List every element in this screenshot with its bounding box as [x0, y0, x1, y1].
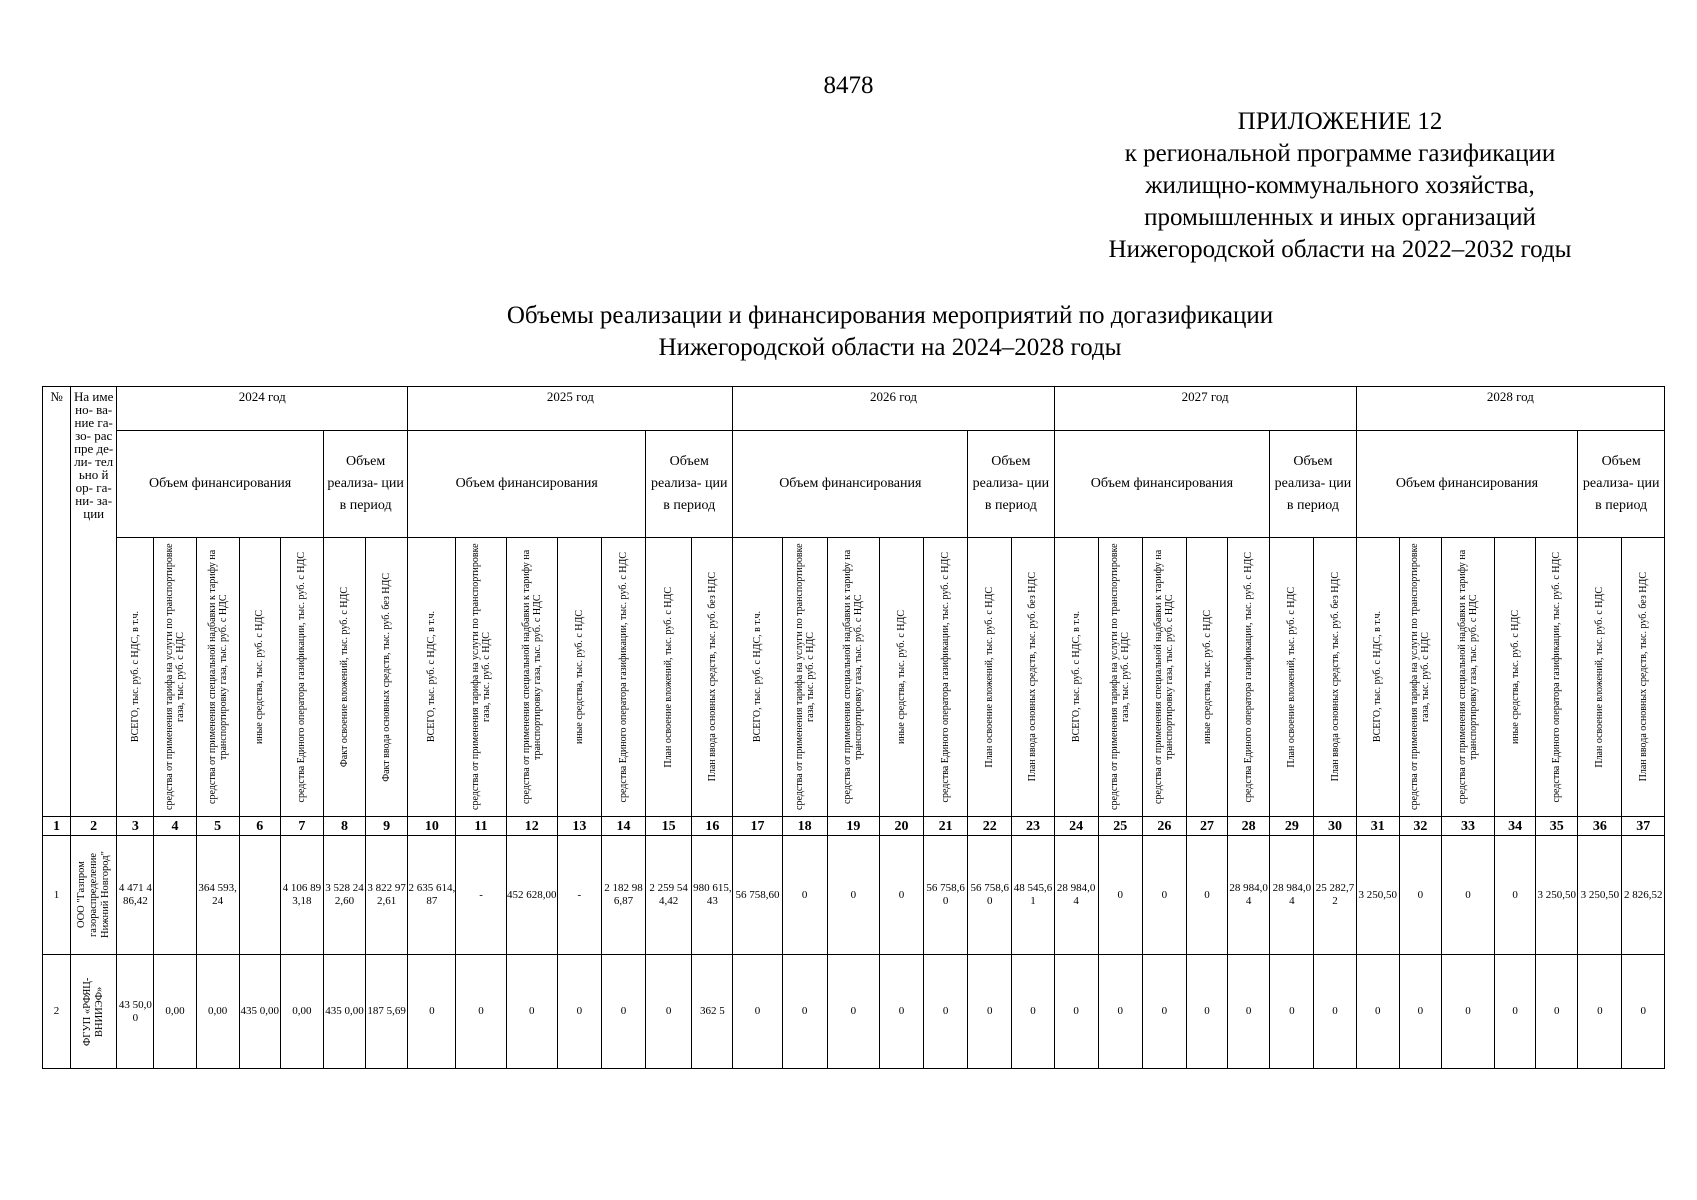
org-name: ФГУП «РФЯЦ-ВНИИЭФ»	[81, 977, 105, 1046]
column-header	[1578, 538, 1622, 817]
table-cell	[601, 955, 645, 1069]
table-cell	[827, 836, 879, 955]
column-header-label: иные средства, тыс. руб. с НДС	[895, 609, 907, 745]
table-cell	[1054, 955, 1098, 1069]
cell-value: 25 282,72	[1315, 882, 1355, 907]
table-cell	[601, 836, 645, 955]
column-number: 7	[280, 817, 323, 836]
table-cell	[1054, 836, 1098, 955]
page-number: 8478	[823, 72, 874, 99]
column-number: 36	[1578, 817, 1622, 836]
cell-value: 0	[1465, 888, 1471, 901]
column-number: 31	[1356, 817, 1399, 836]
cell-value: 0	[850, 1005, 857, 1017]
column-number: 12	[506, 817, 557, 836]
financing-group-header: Объем финансирования	[408, 431, 646, 538]
column-header	[1495, 538, 1536, 817]
cell-value: 56 758,60	[970, 882, 1009, 907]
table-cell	[154, 955, 196, 1069]
column-header-label: План ввода основных средств, тыс. руб. без НДС	[1329, 572, 1341, 782]
column-header	[782, 538, 827, 817]
document-title-line: Нижегородской области на 2024–2028 годы	[658, 334, 1122, 361]
year-header: 2024 год	[117, 387, 408, 431]
column-header-label: средства от применения тарифа на услуги по транспортировке газа, тыс. руб. с НДС	[1409, 543, 1432, 811]
table-cell	[782, 955, 827, 1069]
cell-value: 362 5	[699, 1005, 725, 1017]
column-header	[1012, 538, 1054, 817]
cell-value: 0	[987, 1005, 993, 1017]
cell-value: 980 615,43	[693, 882, 732, 907]
row-number: 1	[43, 836, 71, 955]
column-header-label: средства Единого оператора газификации, тыс. руб. с НДС	[296, 551, 308, 803]
cell-value: 0	[942, 1005, 949, 1017]
appendix-block	[1040, 106, 1640, 266]
table-cell	[646, 955, 692, 1069]
cell-value: 0	[1161, 1005, 1168, 1017]
org-name: ООО "Газпром газораспределение Нижний Новгород"	[75, 851, 111, 939]
table-cell	[239, 955, 280, 1069]
table-cell	[827, 955, 879, 1069]
column-header-label: ВСЕГО, тыс. руб. с НДС, в т.ч.	[752, 611, 764, 743]
column-header	[1622, 538, 1665, 817]
column-header-label: План освоение вложений, тыс. руб. с НДС	[984, 586, 996, 768]
column-header-label: средства от применения специальной надбавки к тарифу на транспортировку газа, тыс. руб. с НДС	[1153, 549, 1176, 805]
column-header-label: средства от применения тарифа на услуги по транспортировке газа, тыс. руб. с НДС	[1109, 543, 1132, 811]
cell-value: 3 250,50	[1580, 888, 1620, 901]
appendix-title: ПРИЛОЖЕНИЕ 12	[1237, 108, 1443, 135]
financing-group-header: Объем финансирования	[117, 431, 324, 538]
table-cell	[280, 836, 323, 955]
financing-group-header: Объем финансирования	[733, 431, 968, 538]
cell-value: 0	[1597, 1005, 1603, 1017]
table-cell	[733, 836, 782, 955]
table-cell	[1356, 955, 1399, 1069]
column-header-label: ВСЕГО, тыс. руб. с НДС, в т.ч.	[1372, 611, 1384, 743]
cell-value: 364 593,24	[198, 882, 237, 907]
column-number: 27	[1186, 817, 1227, 836]
table-cell	[879, 836, 923, 955]
column-header-label: ВСЕГО, тыс. руб. с НДС, в т.ч.	[129, 611, 141, 743]
document-title-line: Объемы реализации и финансирования мероприятий по догазификации	[506, 302, 1274, 329]
column-header-label: ВСЕГО, тыс. руб. с НДС, в т.ч.	[1070, 611, 1082, 743]
cell-value: 0	[1374, 1005, 1381, 1017]
column-header	[280, 538, 323, 817]
column-header	[1399, 538, 1441, 817]
table-cell	[1536, 836, 1578, 955]
column-header	[366, 538, 408, 817]
realization-group-header: Объем реализа- ции в период	[968, 431, 1054, 538]
cell-value: 0	[1117, 1005, 1124, 1017]
table-cell	[1314, 955, 1356, 1069]
column-number: 6	[239, 817, 280, 836]
column-number: 19	[827, 817, 879, 836]
column-header	[408, 538, 456, 817]
table-cell	[239, 836, 280, 955]
cell-value: 0	[1512, 888, 1518, 901]
table-cell	[1441, 955, 1494, 1069]
table-cell	[1270, 836, 1314, 955]
cell-value: 0	[620, 1005, 627, 1017]
table-cell	[1441, 836, 1494, 955]
column-header-label: средства от применения тарифа на услуги по транспортировке газа, тыс. руб. с НДС	[470, 543, 493, 811]
realization-group-header: Объем реализа- ции в период	[1578, 431, 1665, 538]
year-header: 2027 год	[1054, 387, 1356, 431]
table-cell	[1186, 836, 1227, 955]
column-number: 35	[1536, 817, 1578, 836]
table-cell	[1622, 955, 1665, 1069]
cell-value: 0	[1417, 888, 1424, 901]
cell-value: 0	[478, 1005, 484, 1017]
column-header-label: средства Единого оператора газификации, тыс. руб. с НДС	[940, 551, 952, 803]
column-header	[117, 538, 154, 817]
cell-value: 3 250,50	[1537, 888, 1577, 901]
table-cell	[280, 955, 323, 1069]
realization-group-header: Объем реализа- ции в период	[646, 431, 733, 538]
cell-value: 4 471 486,42	[118, 882, 152, 907]
cell-value: 0	[528, 1005, 535, 1017]
column-number: 11	[456, 817, 506, 836]
cell-value: 2 259 544,42	[649, 882, 688, 907]
appendix-line: к региональной программе газификации	[1124, 140, 1556, 167]
cell-value: 0	[1161, 888, 1168, 901]
cell-value: 0	[898, 1005, 905, 1017]
year-header: 2025 год	[408, 387, 733, 431]
column-header	[1356, 538, 1399, 817]
column-header	[968, 538, 1012, 817]
table-cell	[692, 955, 733, 1069]
column-header-label: средства от применения специальной надбавки к тарифу на транспортировку газа, тыс. руб. с НДС	[520, 549, 543, 805]
table-cell	[506, 955, 557, 1069]
column-number: 29	[1270, 817, 1314, 836]
column-header-label: План ввода основных средств, тыс. руб. без НДС	[706, 572, 718, 782]
column-number: 10	[408, 817, 456, 836]
table-cell	[968, 955, 1012, 1069]
column-header	[154, 538, 196, 817]
column-header-label: средства Единого оператора газификации, тыс. руб. с НДС	[1243, 551, 1255, 803]
column-header-label: средства от применения специальной надбавки к тарифу на транспортировку газа, тыс. руб. с НДС	[1456, 549, 1479, 805]
column-number: 1	[43, 817, 71, 836]
table-cell	[1622, 836, 1665, 955]
table-cell	[323, 955, 365, 1069]
column-number: 20	[879, 817, 923, 836]
cell-value: 3 250,50	[1358, 888, 1397, 901]
cell-value: 0,00	[207, 1005, 228, 1017]
cell-value: 0	[1512, 1005, 1518, 1017]
appendix-line: жилищно-коммунального хозяйства,	[1145, 172, 1535, 199]
cell-value: 28 984,04	[1056, 882, 1096, 907]
cell-value: 28 984,04	[1272, 882, 1312, 907]
cell-value: 0	[665, 1005, 672, 1017]
cell-value: 435 0,00	[325, 1005, 364, 1017]
column-header-label: иные средства, тыс. руб. с НДС	[254, 609, 266, 745]
table-cell	[879, 955, 923, 1069]
table-cell	[924, 836, 968, 955]
column-header-label: иные средства, тыс. руб. с НДС	[1201, 609, 1213, 745]
column-number: 28	[1228, 817, 1270, 836]
column-number: 25	[1098, 817, 1142, 836]
column-header-label: иные средства, тыс. руб. с НДС	[1509, 609, 1521, 745]
column-header	[196, 538, 239, 817]
column-header-label: ВСЕГО, тыс. руб. с НДС, в т.ч.	[426, 611, 438, 743]
table-cell	[1012, 836, 1054, 955]
cell-value: 452 628,00	[506, 888, 557, 901]
column-header-label: средства Единого оператора газификации, тыс. руб. с НДС	[617, 551, 629, 803]
column-header	[506, 538, 557, 817]
cell-value: 0	[1245, 1005, 1252, 1017]
year-header: 2028 год	[1356, 387, 1664, 431]
column-number: 30	[1314, 817, 1356, 836]
table-cell	[1495, 955, 1536, 1069]
column-number: 14	[601, 817, 645, 836]
table-cell	[924, 955, 968, 1069]
table-cell	[1314, 836, 1356, 955]
column-header	[733, 538, 782, 817]
realization-group-header: Объем реализа- ции в период	[1270, 431, 1356, 538]
table-cell	[1186, 955, 1227, 1069]
financing-table	[42, 386, 1665, 1069]
column-number: 15	[646, 817, 692, 836]
column-header-label: средства Единого оператора газификации, тыс. руб. с НДС	[1551, 551, 1563, 803]
cell-value: 187 5,69	[367, 1005, 406, 1017]
column-header-label: План освоение вложений, тыс. руб. с НДС	[1286, 586, 1298, 768]
column-number: 4	[154, 817, 196, 836]
cell-value: 0	[1465, 1005, 1471, 1017]
column-number: 24	[1054, 817, 1098, 836]
column-header	[1270, 538, 1314, 817]
cell-value: 2 826,52	[1623, 888, 1663, 901]
column-number: 5	[196, 817, 239, 836]
column-header	[1186, 538, 1227, 817]
cell-value: -	[479, 888, 483, 901]
table-cell	[323, 836, 365, 955]
column-number: 37	[1622, 817, 1665, 836]
column-header-label: средства от применения специальной надбавки к тарифу на транспортировку газа, тыс. руб. с НДС	[842, 549, 865, 805]
table-cell	[196, 836, 239, 955]
table-cell	[1578, 955, 1622, 1069]
table-cell	[408, 836, 456, 955]
table-cell	[1228, 836, 1270, 955]
financing-group-header: Объем финансирования	[1054, 431, 1270, 538]
table-cell	[1578, 836, 1622, 955]
cell-value: 0	[1204, 1005, 1210, 1017]
cell-value: 435 0,00	[240, 1005, 279, 1017]
cell-value: 0,00	[165, 1005, 185, 1017]
column-number: 34	[1495, 817, 1536, 836]
cell-value: 43 50,00	[118, 998, 152, 1024]
column-number: 8	[323, 817, 365, 836]
cell-value: 0	[754, 1005, 761, 1017]
table-cell	[117, 836, 154, 955]
column-number: 2	[71, 817, 117, 836]
financing-group-header: Объем финансирования	[1356, 431, 1578, 538]
org-name-cell	[71, 955, 117, 1069]
table-cell	[1142, 836, 1186, 955]
table-cell	[1495, 836, 1536, 955]
column-header-label: средства от применения специальной надбавки к тарифу на транспортировку газа, тыс. руб. с НДС	[206, 549, 229, 805]
table-cell	[1012, 955, 1054, 1069]
column-header	[1441, 538, 1494, 817]
cell-value: 0	[801, 888, 808, 901]
table-cell	[1536, 955, 1578, 1069]
table-cell	[1098, 955, 1142, 1069]
cell-value: 2 182 986,87	[604, 882, 643, 907]
cell-value: -	[577, 888, 582, 901]
column-header-label: Факт ввода основных средств, тыс. руб. без НДС	[381, 572, 393, 782]
cell-value: 0	[850, 888, 857, 901]
column-header	[1098, 538, 1142, 817]
table-cell	[557, 955, 601, 1069]
cell-value: 0	[1417, 1005, 1424, 1017]
cell-value: 4 106 893,18	[282, 882, 322, 907]
column-header	[1536, 538, 1578, 817]
column-number: 21	[924, 817, 968, 836]
table-cell	[557, 836, 601, 955]
table-cell	[1098, 836, 1142, 955]
table-cell	[506, 836, 557, 955]
column-number: 9	[366, 817, 408, 836]
cell-value: 48 545,61	[1013, 882, 1053, 907]
cell-value: 0	[1204, 888, 1210, 901]
column-header-label: План освоение вложений, тыс. руб. с НДС	[663, 586, 675, 768]
cell-value: 2 635 614,87	[408, 882, 456, 907]
cell-value: 56 758,60	[926, 882, 965, 907]
row-number: 2	[43, 955, 71, 1069]
column-header-label: Факт освоение вложений, тыс. руб. с НДС	[338, 586, 350, 768]
cell-value: 0	[898, 888, 905, 901]
cell-value: 0	[1073, 1005, 1079, 1017]
cell-value: 0	[1117, 888, 1124, 901]
header-no: №	[43, 387, 71, 817]
org-name-cell	[71, 836, 117, 955]
table-cell	[408, 955, 456, 1069]
column-header	[1142, 538, 1186, 817]
column-number: 18	[782, 817, 827, 836]
appendix-line: Нижегородской области на 2022–2032 годы	[1108, 236, 1572, 263]
column-header	[456, 538, 506, 817]
column-number: 23	[1012, 817, 1054, 836]
table-cell	[456, 955, 506, 1069]
cell-value: 0	[1289, 1005, 1295, 1017]
column-header-label: средства от применения тарифа на услуги по транспортировке газа, тыс. руб. с НДС	[793, 543, 816, 811]
table-cell	[1399, 836, 1441, 955]
table-cell	[646, 836, 692, 955]
column-header-label: иные средства, тыс. руб. с НДС	[573, 609, 585, 745]
column-header-label: План ввода основных средств, тыс. руб. без НДС	[1637, 572, 1649, 782]
table-cell	[366, 836, 408, 955]
realization-group-header: Объем реализа- ции в период	[323, 431, 407, 538]
column-number: 22	[968, 817, 1012, 836]
header-org-name: На име но- ва- ние га- зо- рас пре де- ли- тел ьно й ор- га- ни- за- ции	[71, 387, 117, 817]
table-cell	[1142, 955, 1186, 1069]
cell-value: 0	[1332, 1005, 1338, 1017]
table-cell	[1270, 955, 1314, 1069]
column-header	[827, 538, 879, 817]
column-header	[1054, 538, 1098, 817]
cell-value: 28 984,04	[1229, 882, 1268, 907]
table-cell	[733, 955, 782, 1069]
cell-value: 0	[801, 1005, 808, 1017]
cell-value: 3 528 242,60	[325, 882, 364, 907]
column-header	[1228, 538, 1270, 817]
column-number: 32	[1399, 817, 1441, 836]
column-header	[879, 538, 923, 817]
column-header	[1314, 538, 1356, 817]
column-header	[323, 538, 365, 817]
column-header-label: средства от применения тарифа на услуги по транспортировке газа, тыс. руб. с НДС	[163, 543, 186, 811]
column-header	[646, 538, 692, 817]
column-header-label: План ввода основных средств, тыс. руб. без НДС	[1027, 572, 1039, 782]
cell-value: 0,00	[292, 1005, 312, 1017]
column-number: 16	[692, 817, 733, 836]
table-cell	[1399, 955, 1441, 1069]
table-cell	[968, 836, 1012, 955]
column-header-label: План освоение вложений, тыс. руб. с НДС	[1594, 586, 1606, 768]
table-cell	[117, 955, 154, 1069]
cell-value: 0	[1030, 1005, 1036, 1017]
column-number: 3	[117, 817, 154, 836]
table-cell	[366, 955, 408, 1069]
cell-value: 3 822 972,61	[367, 882, 406, 907]
cell-value: 0	[429, 1005, 435, 1017]
table-cell	[154, 836, 196, 955]
table-cell	[782, 836, 827, 955]
cell-value: 0	[576, 1005, 583, 1017]
table-row	[43, 955, 1665, 1069]
table-row	[43, 836, 1665, 955]
cell-value: 0	[1640, 1005, 1646, 1017]
cell-value: 0	[1554, 1005, 1560, 1017]
appendix-line: промышленных и иных организаций	[1144, 204, 1536, 231]
cell-value: 56 758,60	[735, 888, 780, 901]
table-cell	[1356, 836, 1399, 955]
column-header	[924, 538, 968, 817]
column-header	[692, 538, 733, 817]
table-cell	[692, 836, 733, 955]
column-header	[239, 538, 280, 817]
column-header	[557, 538, 601, 817]
table-cell	[1228, 955, 1270, 1069]
column-number: 13	[557, 817, 601, 836]
column-number: 33	[1441, 817, 1494, 836]
table-cell	[456, 836, 506, 955]
column-number: 26	[1142, 817, 1186, 836]
column-header	[601, 538, 645, 817]
column-number: 17	[733, 817, 782, 836]
document-title	[400, 300, 1380, 364]
table-cell	[196, 955, 239, 1069]
year-header: 2026 год	[733, 387, 1054, 431]
